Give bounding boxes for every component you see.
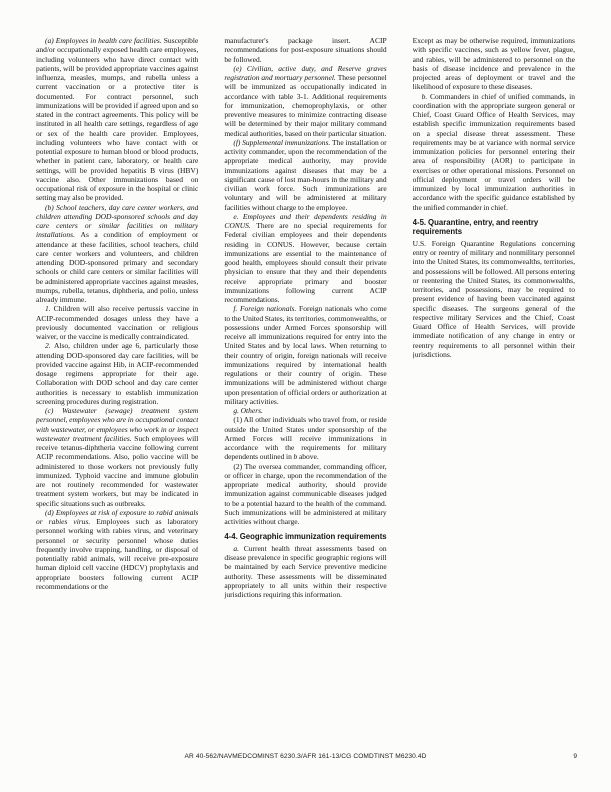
paragraph — [224, 462, 386, 527]
paragraph-label-text: (c) Wastewater (sewage) treatment system personnel, employees who are in occupational contact with wastewater, or employees who work in or inspect wastewater treatment facilities. — [36, 406, 199, 443]
text-columns — [36, 36, 575, 754]
paragraph — [224, 138, 386, 212]
page-number: 9 — [573, 753, 577, 760]
paragraph-text: There are no special requirements for Federal civilian employees and their dependents residing in CONUS. However, because certain immunizations are essential to the maintenance of good health, employees should consult their private physician to ensure that they and their dependents receive appropriate primary and booster immunizations following current ACIP recommendations. — [224, 221, 387, 304]
paragraph-label-text: (a) Employees in health care facilities. — [45, 36, 164, 45]
paragraph-label-text: (b) School teachers, day care center workers, and children attending DOD-sponsored schools and day care centers or similar facilities on military installations. — [36, 202, 199, 240]
paragraph-text: Children will also receive pertussis vaccine in ACIP-recommended dosages unless they have a previously documented vaccination or religious waiver, or the vaccine is medically contraindicated. — [36, 304, 199, 341]
paragraph-text: Commanders in chief of unified commands, in coordination with the appropriate surgeon general or Chief, Coast Guard Office of Health Services, may establish specific immunization requirements based on a special disease threat assessment. These requirements may be at variance with normal service immunization policies for personnel entering their area of responsibility (AOR) to participate in exercises or other operational missions. Personnel on official deployment or travel orders will be immunized by local immunization authorities in accordance with the specific guidance established by the unified commander in chief. — [412, 91, 575, 212]
paragraph — [224, 544, 386, 600]
paragraph — [36, 341, 198, 406]
paragraph — [224, 64, 386, 138]
paragraph — [224, 304, 386, 406]
paragraph-label-text: b. — [421, 91, 431, 101]
paragraph-text: Except as may be otherwise required, immunizations with specific vaccines, such as yellow fever, plague, and rabies, will be administered to personnel on the basis of disease incidence and prevalence in the projected areas of deployment or travel and the likelihood of exposure to these diseases. — [412, 36, 575, 92]
paragraph-label-text: b — [293, 452, 298, 462]
paragraph-label-text: (f) Supplemental immunizations. — [233, 137, 332, 147]
column-3 — [413, 36, 575, 754]
section-heading — [224, 532, 386, 542]
footer-citation: AR 40-562/NAVMEDCOMINST 6230.3/AFR 161-13/CG COMDTINST M6230.4D — [184, 753, 427, 760]
paragraph-text: Also, children under age 6, particularly those attending DOD-sponsored day care facilities, will be provided vaccine against Hib, in ACIP-recommended dosage regimens appropriate for their age. Collaboration with DOD school and day care center authorities is necessary to establish immunization screening procedures during registration. — [36, 341, 199, 406]
paragraph-label-text: (d) Employees at risk of exposure to rabid animals or rabies virus. — [36, 507, 199, 526]
section-heading — [413, 218, 575, 237]
paragraph-text: (2) The oversea commander, commanding officer, or officer in charge, upon the recommendation of the appropriate medical authority, should provide immunization against communicable diseases judged to be a potential hazard to the health of the command. Such immunizations will be administered at military activities without charge. — [224, 461, 387, 526]
paragraph-label-text: 1. — [45, 304, 54, 314]
paragraph — [36, 304, 198, 341]
paragraph — [413, 36, 575, 92]
paragraph — [224, 212, 386, 305]
paragraph-label-text: (e) Civilian, active duty, and Reserve graves registration and mortuary personnel. — [224, 63, 387, 82]
paragraph — [36, 36, 198, 203]
paragraph-text: U.S. Foreign Quarantine Regulations concerning entry or reentry of military and nonmilitary personnel into the United States, its commonwealths, territories, and possessions will be followed. All persons entering or reentering the United States, its commonwealths, territories, and possessions, may be required to present evidence of having been vaccinated against specific diseases. The surgeons general of the respective military Services and the Chief, Coast Guard Office of Health Services, will provide immediate notification of any change in entry or reentry requirements to all personnel within their jurisdictions. — [412, 238, 575, 359]
paragraph-label-text: 2. — [45, 341, 54, 351]
paragraph-text: manufacturer's package insert. ACIP recommendations for post-exposure situations should be followed. — [224, 36, 387, 64]
paragraph — [224, 36, 386, 64]
paragraph — [36, 406, 198, 508]
paragraph-text: 4-4. Geographic immunization requirements — [224, 532, 387, 542]
page-footer — [0, 753, 611, 765]
paragraph-text: Employees such as laboratory personnel working with rabies virus, and veterinary personnel or security personnel whose duties frequently involve trapping, handling, or disposal of potentially rabid animals, will receive pre-exposure human diploid cell vaccine (HDCV) prophylaxis and appropriate boosters following current ACIP recommendations or the — [36, 517, 199, 591]
paragraph — [36, 508, 198, 591]
paragraph — [36, 203, 198, 305]
column-2 — [224, 36, 386, 754]
column-1 — [36, 36, 198, 754]
paragraph-label-text: a. — [233, 543, 244, 553]
paragraph — [413, 239, 575, 359]
paragraph — [224, 415, 386, 461]
paragraph-text: Foreign nationals who come to the United States, its territories, commonwealths, or possessions under Armed Forces sponsorship will receive all immunizations required for entry into the United States and by local laws. When returning to their country of origin, foreign nationals will receive immunizations required by international health regulations or their country of origin. These immunizations will be administered without charge upon presentation of official orders or authorization at military activities. — [224, 304, 387, 406]
paragraph-text: 4-5. Quarantine, entry, and reentry requirements — [412, 217, 539, 237]
paragraph-text: As a condition of employment or attendance at these facilities, school teachers, child care center workers and volunteers, and children attending DOD-sponsored primary and secondary schools or child care centers or similar facilities will be administered appropriate vaccines against measles, mumps, rubella, tetanus, diphtheria, and polio, unless already immune. — [36, 230, 199, 304]
paragraph-text: These personnel will be immunized as occupationally indicated in accordance with table 3-1. Additional requirements for immunization, chemoprophylaxis, or other preventive measures to minimize contracting disease will be determined by their major military command medical authorities, based on their particular situation. — [224, 73, 387, 138]
paragraph-text: Such employees will receive tetanus-diphtheria vaccine following current ACIP recommendations. Also, polio vaccine will be administered to those workers not previously fully immunized. Typhoid vaccine and immune globulin are not routinely recommended for wastewater treatment system workers, but may be indicated in specific situations such as outbreaks. — [36, 433, 199, 508]
paragraph-text: (1) All other individuals who travel from, or reside outside the United States under sponsorship of the Armed Forces will receive immunizations in accordance with the requirements for military dependents outlined in — [224, 415, 387, 462]
paragraph-label-text: e. Employees and their dependents residing in CONUS. — [224, 211, 387, 230]
paragraph-text: The installation or activity commander, upon the recommendation of the appropriate medical authority, may provide immunizations against diseases that may be a significant cause of lost man-hours in the military and civilian work force. Such immunizations are voluntary and will be administered at military facilities without charge to the employee. — [224, 137, 387, 212]
paragraph — [224, 406, 386, 415]
paragraph-label-text: f. Foreign nationals. — [233, 304, 300, 314]
paragraph-text: above. — [297, 452, 319, 462]
paragraph — [413, 92, 575, 212]
paragraph-text: Susceptible and/or occupationally exposed health care employees, including volunteers who have direct contact with patients, will be provided appropriate vaccines against influenza, measles, mumps, and rubella unless a current vaccination or a protective titer is documented. For contract personnel, such immunizations will be provided if agreed upon and so stated in the contract agreements. This policy will be instituted in all health care settings, regardless of age or sex of the health care provider. Employees, including volunteers who have contact with or potential exposure to human blood or blood products, whether in patient care, laboratory, or health care settings, will be provided hepatitis B virus (HBV) vaccine also. Other immunizations based on occupational risk of exposure in the hospital or clinic setting may also be provided. — [36, 36, 199, 203]
paragraph-text: Current health threat assessments based on disease prevalence in specific geographic regions will be maintained by each Service preventive medicine authority. These assessments will be disseminated appropriately to all units within their respective jurisdictions requiring this information. — [224, 543, 387, 600]
paragraph-label-text: g. Others. — [233, 406, 263, 415]
